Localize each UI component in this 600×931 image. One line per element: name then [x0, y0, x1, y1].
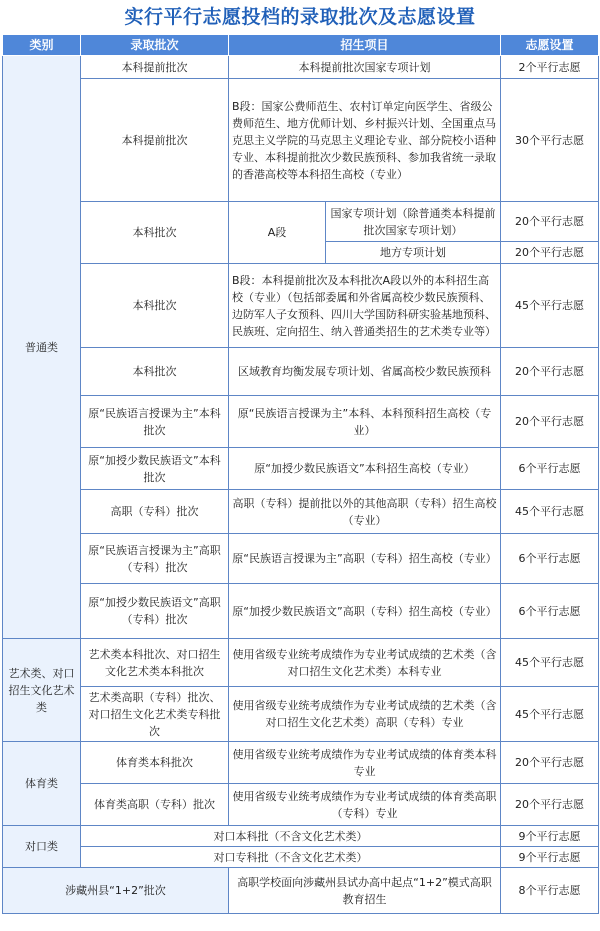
table-row	[3, 534, 599, 584]
setting-cell: 20个平行志愿	[501, 784, 599, 826]
table-row	[3, 348, 599, 396]
table-row	[3, 868, 599, 914]
category-cell-art: 艺术类、对口招生文化艺术类	[3, 639, 81, 742]
batch-cell: 本科批次	[81, 202, 229, 264]
setting-cell: 45个平行志愿	[501, 490, 599, 534]
setting-cell: 20个平行志愿	[501, 348, 599, 396]
setting-cell: 6个平行志愿	[501, 534, 599, 584]
batch-cell: 原“加授少数民族语文”本科批次	[81, 448, 229, 490]
category-cell-general: 普通类	[3, 56, 81, 639]
setting-cell: 45个平行志愿	[501, 687, 599, 742]
setting-cell: 6个平行志愿	[501, 584, 599, 639]
table-row	[3, 742, 599, 784]
table-row	[3, 687, 599, 742]
project-cell: 本科提前批次国家专项计划	[229, 56, 501, 79]
admission-batch-table	[2, 34, 599, 914]
project-cell: B段：国家公费师范生、农村订单定向医学生、省级公费师范生、地方优师计划、乡村振兴计划、全国重点马克思主义学院的马克思主义理论专业、部分院校小语种专业、本科提前批次少数民族预科、参加我省统一录取的香港高校等本科招生高校（专业）	[229, 79, 501, 202]
table-row	[3, 847, 599, 868]
batch-cell: 艺术类本科批次、对口招生文化艺术类本科批次	[81, 639, 229, 687]
table-row	[3, 448, 599, 490]
header-project: 招生项目	[229, 35, 501, 56]
setting-cell: 20个平行志愿	[501, 242, 599, 264]
batch-cell: 高职（专科）批次	[81, 490, 229, 534]
table-row	[3, 56, 599, 79]
setting-cell: 20个平行志愿	[501, 396, 599, 448]
table-row	[3, 784, 599, 826]
table-row	[3, 396, 599, 448]
table-row	[3, 584, 599, 639]
batch-cell: 本科提前批次	[81, 79, 229, 202]
project-cell: B段：本科提前批次及本科批次A段以外的本科招生高校（专业）（包括部委属和外省属高校少数民族预科、边防军人子女预科、四川大学国防科研实验基地预科、民族班、定向招生、纳入普通类招生的艺术类专业等）	[229, 264, 501, 348]
project-cell: 区域教育均衡发展专项计划、省属高校少数民族预科	[229, 348, 501, 396]
segment-cell: A段	[229, 202, 326, 264]
merged-project-cell: 对口专科批（不含文化艺术类）	[81, 847, 501, 868]
project-cell: 使用省级专业统考成绩作为专业考试成绩的艺术类（含对口招生文化艺术类）本科专业	[229, 639, 501, 687]
batch-cell: 艺术类高职（专科）批次、对口招生文化艺术类专科批次	[81, 687, 229, 742]
batch-cell: 原“民族语言授课为主”高职（专科）批次	[81, 534, 229, 584]
category-cell-duikou: 对口类	[3, 826, 81, 868]
header-batch: 录取批次	[81, 35, 229, 56]
project-cell: 原“民族语言授课为主”本科、本科预科招生高校（专业）	[229, 396, 501, 448]
project-cell: 原“加授少数民族语文”本科招生高校（专业）	[229, 448, 501, 490]
project-cell: 使用省级专业统考成绩作为专业考试成绩的体育类本科专业	[229, 742, 501, 784]
project-cell: 使用省级专业统考成绩作为专业考试成绩的体育类高职（专科）专业	[229, 784, 501, 826]
setting-cell: 8个平行志愿	[501, 868, 599, 914]
setting-cell: 45个平行志愿	[501, 264, 599, 348]
setting-cell: 45个平行志愿	[501, 639, 599, 687]
batch-cell: 本科批次	[81, 264, 229, 348]
table-row	[3, 826, 599, 847]
batch-cell: 原“民族语言授课为主”本科批次	[81, 396, 229, 448]
project-cell: 原“民族语言授课为主”高职（专科）招生高校（专业）	[229, 534, 501, 584]
batch-cell: 体育类高职（专科）批次	[81, 784, 229, 826]
project-cell: 高职学校面向涉藏州县试办高中起点“1+2”模式高职教育招生	[229, 868, 501, 914]
setting-cell: 2个平行志愿	[501, 56, 599, 79]
table-row	[3, 639, 599, 687]
header-setting: 志愿设置	[501, 35, 599, 56]
setting-cell: 9个平行志愿	[501, 826, 599, 847]
merged-project-cell: 对口本科批（不含文化艺术类）	[81, 826, 501, 847]
setting-cell: 20个平行志愿	[501, 742, 599, 784]
sub-project-cell: 国家专项计划（除普通类本科提前批次国家专项计划）	[326, 202, 501, 242]
batch-cell: 体育类本科批次	[81, 742, 229, 784]
project-cell: 使用省级专业统考成绩作为专业考试成绩的艺术类（含对口招生文化艺术类）高职（专科）专业	[229, 687, 501, 742]
setting-cell: 6个平行志愿	[501, 448, 599, 490]
table-row	[3, 79, 599, 202]
table-row	[3, 202, 599, 242]
batch-cell: 本科提前批次	[81, 56, 229, 79]
setting-cell: 9个平行志愿	[501, 847, 599, 868]
batch-cell: 原“加授少数民族语文”高职（专科）批次	[81, 584, 229, 639]
table-row	[3, 490, 599, 534]
header-category: 类别	[3, 35, 81, 56]
table-row	[3, 264, 599, 348]
page-title: 实行平行志愿投档的录取批次及志愿设置	[124, 6, 476, 28]
sub-project-cell: 地方专项计划	[326, 242, 501, 264]
setting-cell: 20个平行志愿	[501, 202, 599, 242]
table-header-row	[3, 35, 599, 56]
setting-cell: 30个平行志愿	[501, 79, 599, 202]
category-cell-sports: 体育类	[3, 742, 81, 826]
project-cell: 高职（专科）提前批以外的其他高职（专科）招生高校（专业）	[229, 490, 501, 534]
project-cell: 原“加授少数民族语文”高职（专科）招生高校（专业）	[229, 584, 501, 639]
batch-cell: 本科批次	[81, 348, 229, 396]
category-cell-shezang: 涉藏州县“1+2”批次	[3, 868, 229, 914]
